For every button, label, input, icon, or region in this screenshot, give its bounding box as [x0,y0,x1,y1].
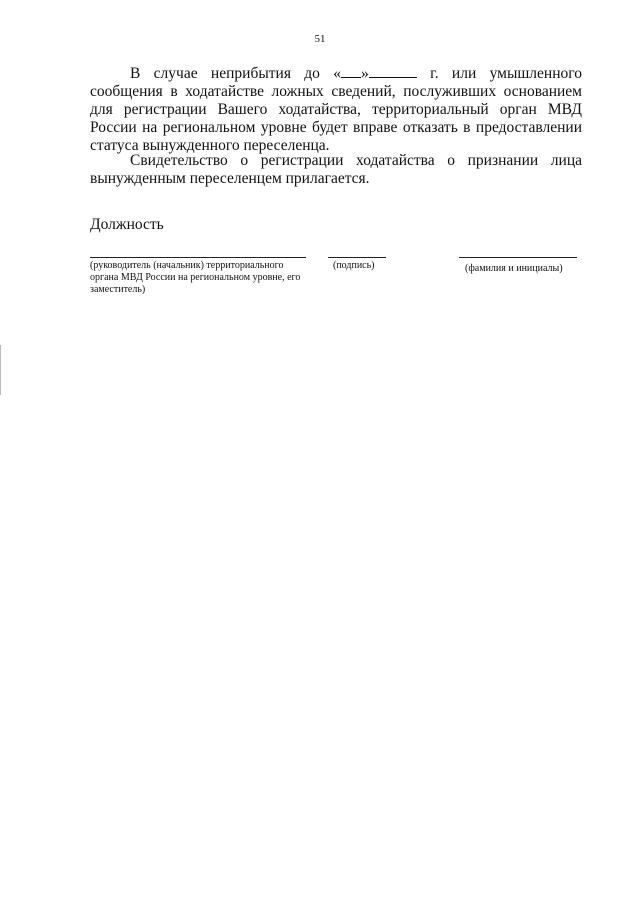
position-label: Должность [90,216,164,233]
position-signature-line [90,257,306,258]
signature-caption: (подпись) [333,260,375,271]
signature-line [328,257,386,258]
page-number: 51 [314,33,326,45]
day-blank-field [341,64,361,78]
certificate-paragraph: Свидетельство о регистрации ходатайства о признании лица вынужденным переселенцем прилагается. [90,152,582,187]
month-blank-field [369,64,417,78]
scan-margin-mark [0,345,1,395]
notice-suffix: г. или умышленного сообщения в ходатайстве ложных сведений, послуживших основанием для регистрации Вашего ходатайства, территориальный орган МВД России на региональном уровне будет вправе отказать в предоставлении статуса вынужденного переселенца. [90,65,582,154]
name-caption: (фамилия и инициалы) [465,263,563,274]
notice-middle: » [361,65,369,82]
notice-paragraph [90,64,582,155]
notice-prefix: В случае неприбытия до « [130,65,342,82]
name-signature-line [459,257,577,258]
position-caption: (руководитель (начальник) территориального органа МВД России на региональном уровне, его заместитель) [90,260,301,295]
